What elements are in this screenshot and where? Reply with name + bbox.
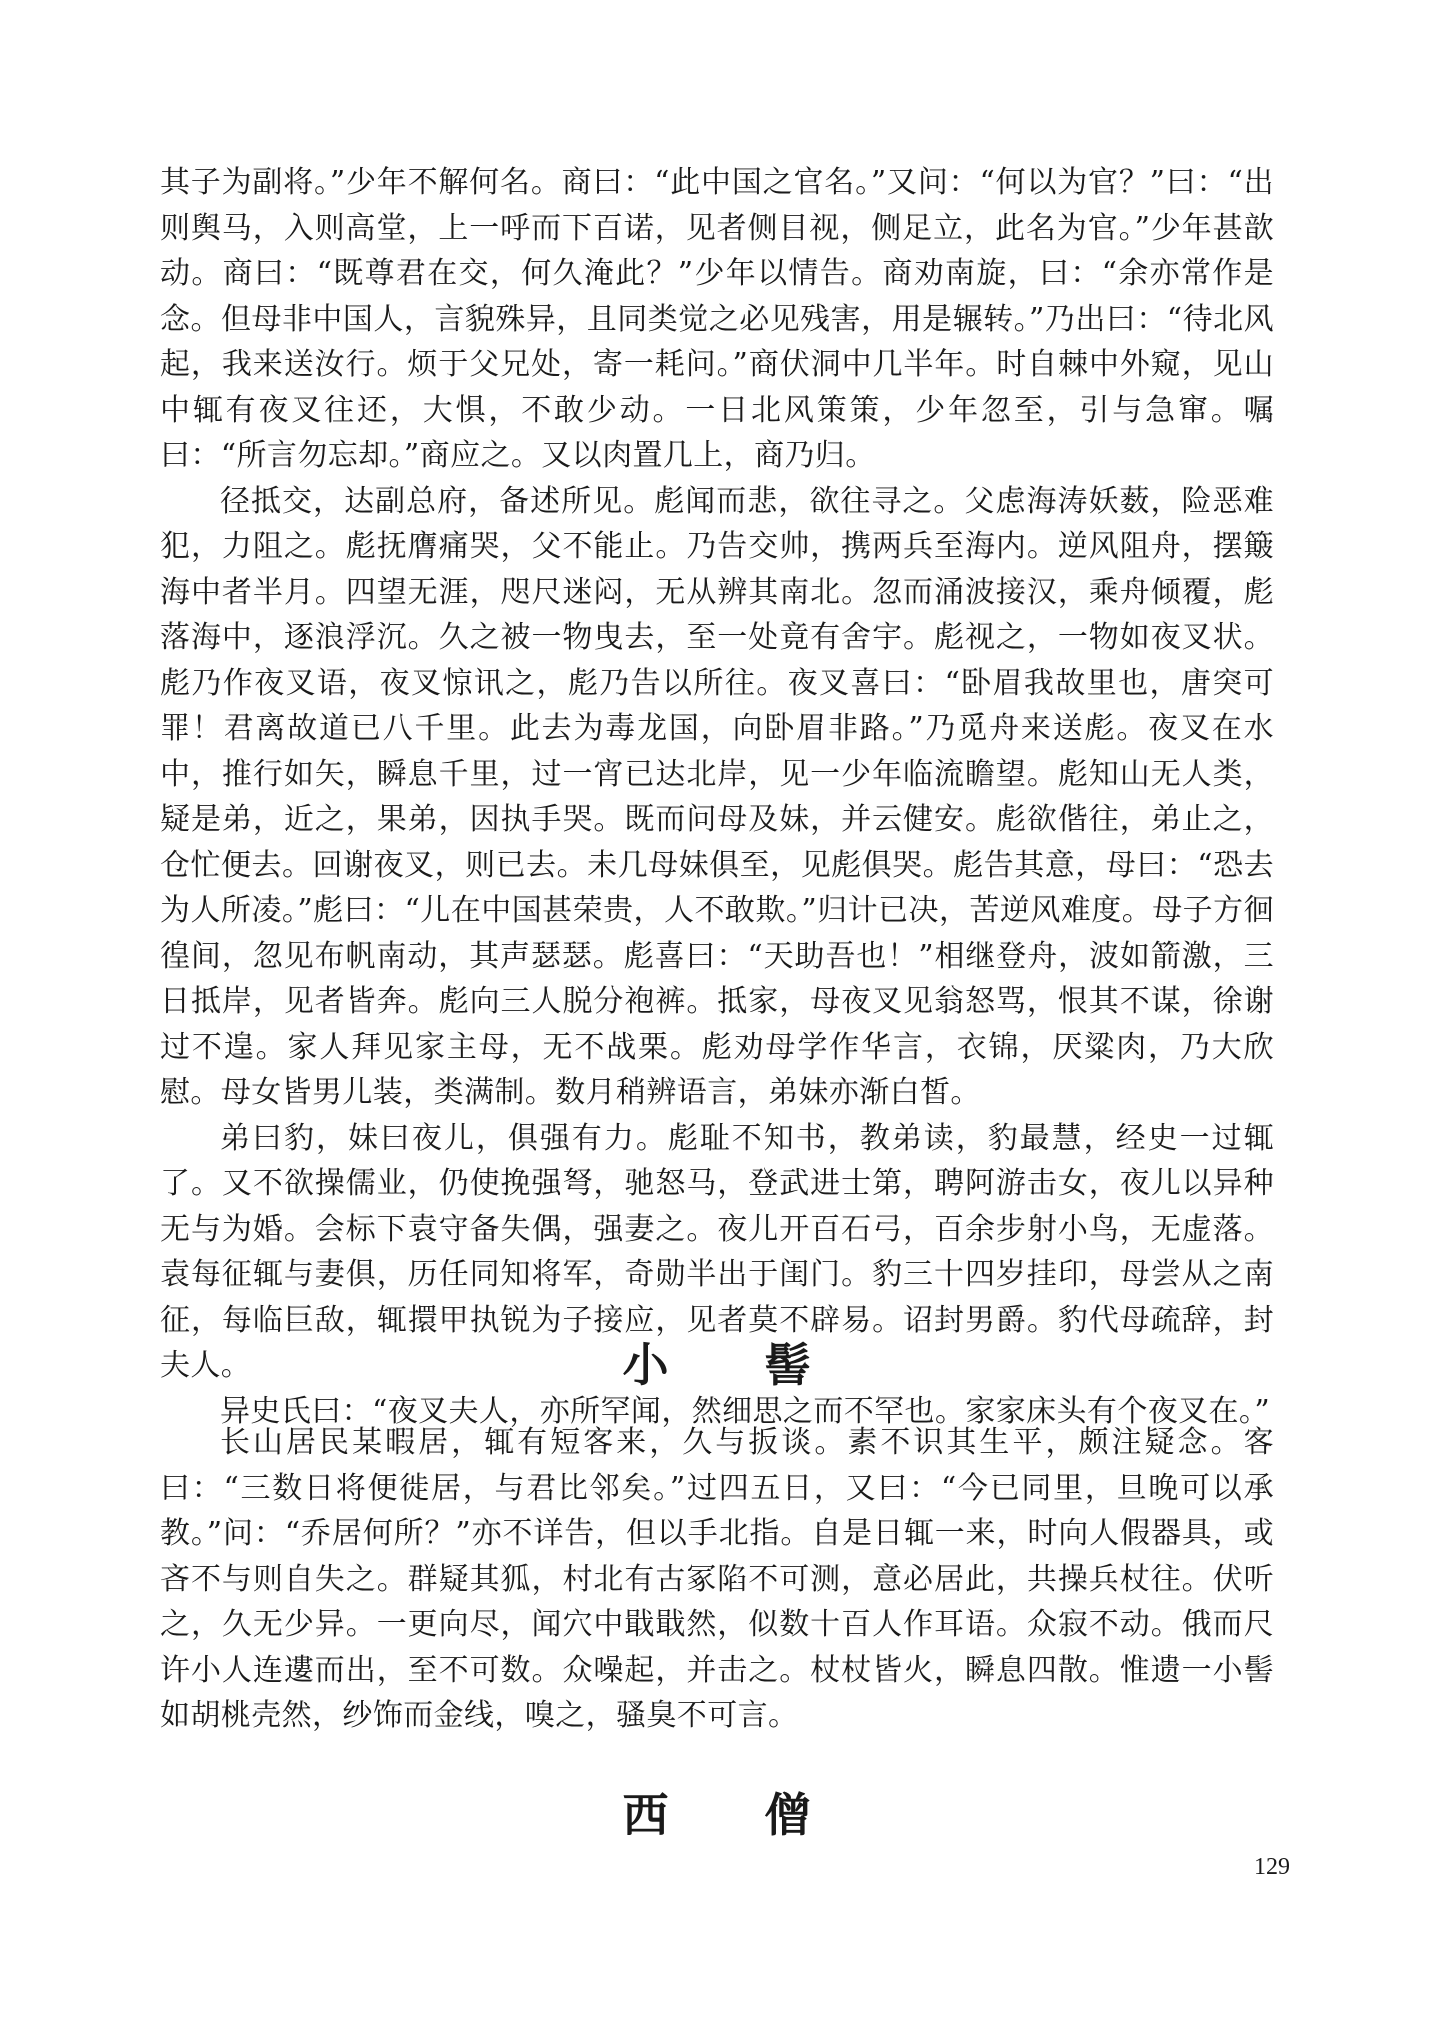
paragraph: 弟曰豹，妹曰夜儿，俱强有力。彪耻不知书，教弟读，豹最慧，经史一过辄了。又不欲操儒业，仍使挽强弩，驰怒马，登武进士第，聘阿游击女，夜儿以异种无与为婚。会标下袁守备失偶，强妻之。夜儿开百石弓，百余步射小鸟，无虚落。袁每征辄与妻俱，历任同知将军，奇勋半出于闺门。豹三十四岁挂印，母尝从之南征，每临巨敌，辄擐甲执锐为子接应，见者莫不辟易。诏封男爵。豹代母疏辞，封夫人。 xyxy=(160,1120,1274,1383)
paragraph: 径抵交，达副总府，备述所见。彪闻而悲，欲往寻之。父虑海涛妖薮，险恶难犯，力阻之。彪抚膺痛哭，父不能止。乃告交帅，携两兵至海内。逆风阻舟，摆簸海中者半月。四望无涯，咫尺迷闷，无从辨其南北。忽而涌波接汉，乘舟倾覆，彪落海中，逐浪浮沉。久之被一物曳去，至一处竟有舍宇。彪视之，一物如夜叉状。彪乃作夜叉语，夜叉惊讯之，彪乃告以所往。夜叉喜曰：“卧眉我故里也，唐突可罪！君离故道已八千里。此去为毒龙国，向卧眉非路。”乃觅舟来送彪。夜叉在水中，推行如矢，瞬息千里，过一宵已达北岸，见一少年临流瞻望。彪知山无人类，疑是弟，近之，果弟，因执手哭。既而问母及妹，并云健安。彪欲偕往，弟止之，仓忙便去。回谢夜叉，则已去。未几母妹俱至，见彪俱哭。彪告其意，母曰：“恐去为人所凌。”彪曰：“儿在中国甚荣贵，人不敢欺。”归计已决，苦逆风难度。母子方徊徨间，忽见布帆南动，其声瑟瑟。彪喜曰：“天助吾也！”相继登舟，波如箭激，三日抵岸，见者皆奔。彪向三人脱分袍裤。抵家，母夜叉见翁怒骂，恨其不谋，徐谢过不遑。家人拜见家主母，无不战栗。彪劝母学作华言，衣锦，厌粱肉，乃大欣慰。母女皆男儿装，类满制。数月稍辨语言，弟妹亦渐白皙。 xyxy=(160,483,1275,1110)
story-continued-text xyxy=(160,160,1274,1434)
section-title: 西 僧 xyxy=(622,1788,851,1842)
page-number: 129 xyxy=(1254,1854,1290,1880)
paragraph: 其子为副将。”少年不解何名。商曰：“此中国之官名。”又问：“何以为官？”曰：“出则舆马，入则高堂，上一呼而下百诺，见者侧目视，侧足立，此名为官。”少年甚歆动。商曰：“既尊君在交，何久淹此？”少年以情告。商劝南旋，曰：“余亦常作是念。但母非中国人，言貌殊异，且同类觉之必见残害，用是辗转。”乃出曰：“待北风起，我来送汝行。烦于父兄处，寄一耗问。”商伏洞中几半年。时自棘中外窥，见山中辄有夜叉往还，大惧，不敢少动。一日北风策策，少年忽至，引与急窜。嘱曰：“所言勿忘却。”商应之。又以肉置几上，商乃归。 xyxy=(160,165,1274,473)
section-text xyxy=(160,1420,1274,1739)
section-title: 小 髻 xyxy=(622,1338,851,1392)
paragraph: 长山居民某暇居，辄有短客来，久与扳谈。素不识其生平，颇注疑念。客曰：“三数日将便徙居，与君比邻矣。”过四五日，又曰：“今已同里，旦晚可以承教。”问：“乔居何所？”亦不详告，但以手北指。自是日辄一来，时向人假器具，或吝不与则自失之。群疑其狐，村北有古冢陷不可测，意必居此，共操兵杖往。伏听之，久无少异。一更向尽，闻穴中戢戢然，似数十百人作耳语。众寂不动。俄而尺许小人连遱而出，至不可数。众噪起，并击之。杖杖皆火，瞬息四散。惟遗一小髻如胡桃壳然，纱饰而金线，嗅之，骚臭不可言。 xyxy=(160,1425,1274,1733)
paragraph: 异史氏曰：“夜叉夫人，亦所罕闻，然细思之而不罕也。家家床头有个夜叉在。” xyxy=(220,1393,1271,1429)
